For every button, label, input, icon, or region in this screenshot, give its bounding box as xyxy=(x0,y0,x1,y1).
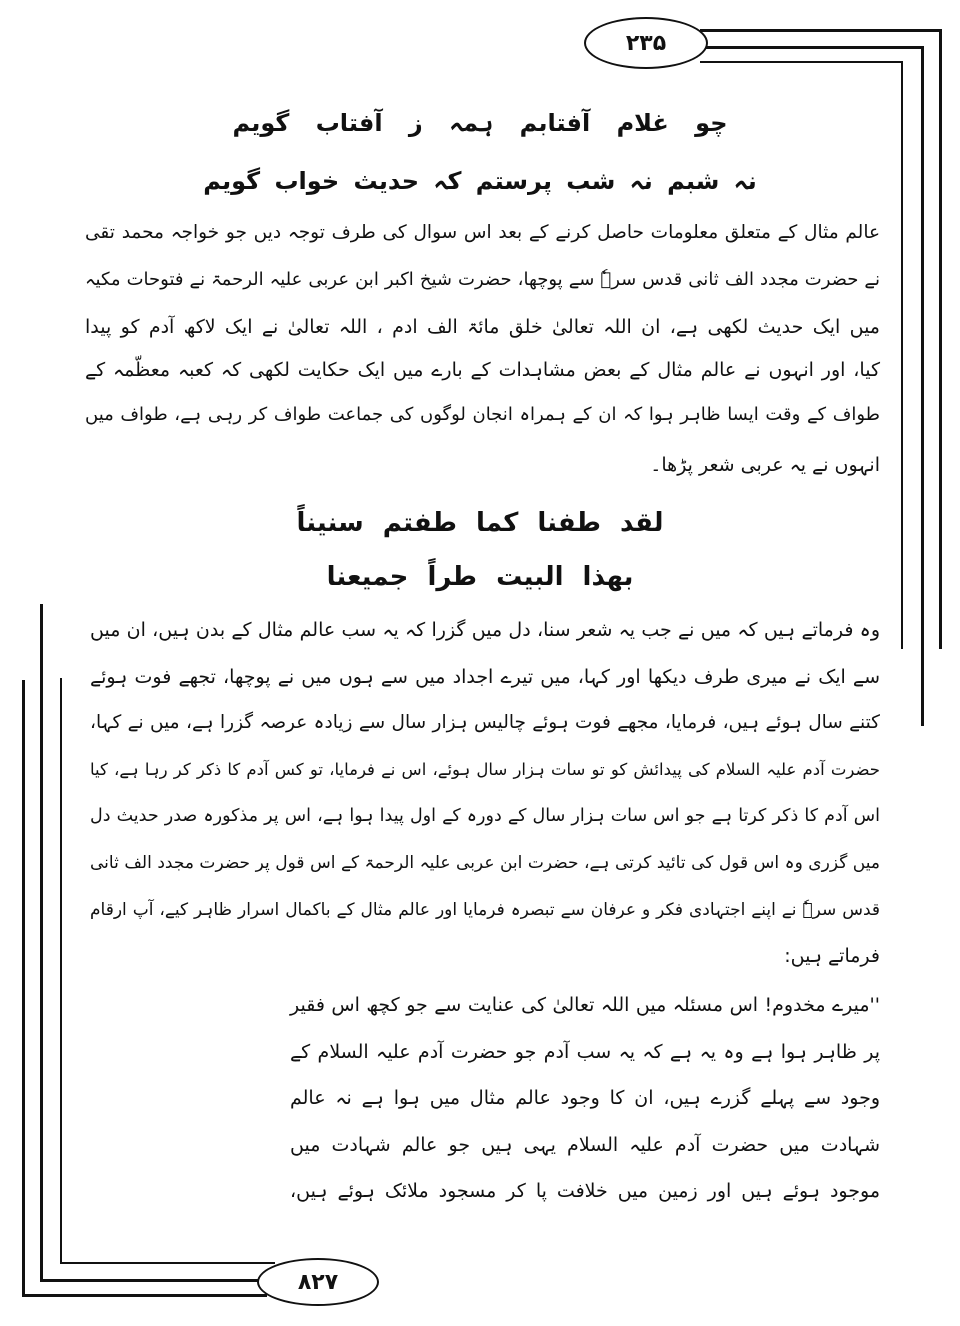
body-line: اس آدم کا ذکر کرتا ہے جو اس سات ہزار سال کے دورہ کے اول پیدا ہوا ہے، اس پر مذکورہ صدر حدیث دل xyxy=(90,806,880,826)
quote-line: شہادت میں حضرت آدم علیہ السلام یہی ہیں جو عالم شہادت میں xyxy=(290,1134,880,1156)
body-line: وہ فرماتے ہیں کہ میں نے جب یہ شعر سنا، دل میں گزرا کہ یہ سب عالم مثال کے بدن ہیں، ان میں xyxy=(90,619,880,641)
body-line: حضرت آدم علیہ السلام کی پیدائش کو تو سات ہزار سال ہوئے، اس نے فرمایا، تو کس آدم کا ذکر کر رہا ہے، کیا xyxy=(90,760,880,779)
frame-line xyxy=(939,29,942,649)
frame-line xyxy=(22,680,25,1297)
body-line: سے ایک نے میری طرف دیکھا اور کہا، میں تیرے اجداد میں سے ہوں میں نے پوچھا، تجھے فوت ہوئے xyxy=(90,666,880,688)
quote-line: موجود ہوئے ہیں اور زمین میں خلافت پا کر مسجود ملائک ہوئے ہیں، xyxy=(290,1180,880,1202)
quote-line: وجود سے پہلے گزرے ہیں، ان کا وجود عالم مثال میں ہوا ہے نہ عالم xyxy=(290,1087,880,1109)
frame-line xyxy=(40,604,43,1282)
quote-line: ''میرے مخدوم! اس مسئلہ میں اللہ تعالیٰ کی عنایت سے جو کچھ اس فقیر xyxy=(290,994,880,1016)
frame-line xyxy=(60,1262,275,1264)
persian-verse-line: نہ شبم نہ شب پرستم کہ حدیث خواب گویم xyxy=(203,167,757,195)
frame-line xyxy=(705,46,924,49)
arabic-verse-line: بھذا البیت طراً جمیعنا xyxy=(326,562,634,592)
frame-line xyxy=(22,1294,267,1297)
frame-line xyxy=(901,61,903,649)
frame-line xyxy=(921,46,924,726)
body-line: قدس سرہٗ نے اپنے اجتہادی فکر و عرفان سے تبصرہ فرمایا اور عالم مثال کے باکمال اسرار ظاہر کیے، آپ ارقام xyxy=(90,900,880,920)
quote-line: پر ظاہر ہوا ہے وہ یہ ہے کہ یہ سب آدم جو حضرت آدم علیہ السلام کے xyxy=(290,1041,880,1063)
arabic-verse-line: لقد طفنا کما طفتم سنیناً xyxy=(296,508,664,538)
body-line: طواف کے وقت ایسا ظاہر ہوا کہ ان کے ہمراہ انجان لوگوں کی جماعت طواف کر رہی ہے، طواف میں xyxy=(85,404,880,425)
body-line: کتنے سال ہوئے ہیں، فرمایا، مجھے فوت ہوئے چالیس ہزار سال سے زیادہ عرصہ گزرا ہے، میں نے کہا، xyxy=(90,712,880,733)
body-line: فرماتے ہیں: xyxy=(784,945,880,967)
body-line: نے حضرت مجدد الف ثانی قدس سرہٗ سے پوچھا، حضرت شیخ اکبر ابن عربی علیہ الرحمۃ نے فتوحات مکیہ xyxy=(85,269,880,290)
frame-line xyxy=(60,678,62,1264)
page-number-bottom xyxy=(257,1258,379,1306)
page-number-top xyxy=(584,17,708,69)
persian-verse-line: چو غلام آفتابم ہمہ ز آفتاب گویم xyxy=(232,109,728,137)
page-number-text: ۲۳۵ xyxy=(625,30,667,56)
body-line: انہوں نے یہ عربی شعر پڑھا۔ xyxy=(650,454,880,476)
frame-line xyxy=(700,61,902,63)
frame-line xyxy=(40,1279,265,1282)
body-line: میں گزری وہ اس قول کی تائید کرتی ہے، حضرت ابن عربی علیہ الرحمۃ کے اس قول پر حضرت مجدد الف ثانی xyxy=(90,853,880,873)
page-number-text: ۸۲۷ xyxy=(297,1269,339,1295)
body-line: کیا، اور انہوں نے عالم مثال کے بعض مشاہدات کے بارے میں ایک حکایت لکھی کہ کعبہ معظّمہ کے xyxy=(85,359,880,381)
body-line: میں ایک حدیث لکھی ہے، ان اللہ تعالیٰ خلق مائۃ الف ادم ، اللہ تعالیٰ نے ایک لاکھ آدم کو پیدا xyxy=(85,316,880,338)
body-line: عالم مثال کے متعلق معلومات حاصل کرنے کے بعد اس سوال کی طرف توجہ دیں جو خواجہ محمد تقی xyxy=(85,222,880,243)
frame-line xyxy=(700,29,942,32)
